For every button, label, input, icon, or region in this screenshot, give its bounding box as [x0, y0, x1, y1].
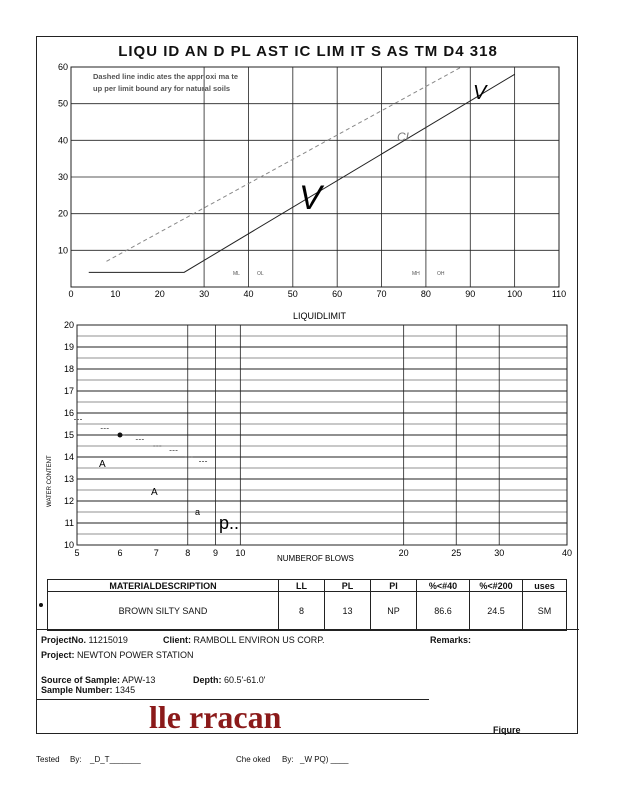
flow-y-tick: 13 [63, 474, 74, 484]
plasticity-x-tick: 70 [376, 289, 387, 299]
tested-by-value: _D_T_______ [90, 755, 141, 764]
flow-y-tick: 16 [63, 408, 74, 418]
zone-oh-label: OH [437, 271, 445, 277]
flow-y-tick: 14 [63, 452, 74, 462]
blow-mark-p: p.. [219, 513, 240, 533]
project-label: Project: [41, 650, 75, 660]
blow-mark-a1: A [99, 459, 106, 470]
lab-report-sheet [36, 36, 578, 734]
plasticity-x-tick: 90 [465, 289, 476, 299]
cl-zone-label: CL [397, 130, 413, 144]
material-header-row [48, 580, 567, 592]
large-v-mark: V [299, 179, 322, 217]
client-value: RAMBOLL ENVIRON US CORP. [193, 635, 325, 645]
cell-pass-200: 24.5 [470, 592, 523, 631]
col-ll: LL [279, 580, 325, 592]
flow-y-tick: 18 [63, 364, 74, 374]
col-material-description: MATERIALDESCRIPTION [48, 580, 279, 592]
plasticity-x-axis-label: LIQUIDLIMIT [293, 311, 347, 321]
zone-ml-label: ML [233, 271, 240, 277]
cell-description: BROWN SILTY SAND [48, 592, 279, 631]
flow-x-tick: 40 [561, 548, 573, 558]
source-line [41, 675, 155, 685]
plasticity-x-tick: 100 [507, 289, 523, 299]
project-number-value: 11215019 [88, 635, 128, 645]
cell-pass-40: 86.6 [417, 592, 470, 631]
zone-mh-label: MH [412, 271, 420, 277]
flow-marker-dot [117, 433, 122, 438]
plasticity-y-tick: 60 [57, 62, 68, 72]
plasticity-y-tick: 40 [57, 135, 68, 146]
plasticity-y-tick: 20 [57, 208, 68, 219]
plasticity-x-tick: 10 [110, 289, 121, 299]
col-pass-200: %<#200 [470, 580, 523, 592]
depth-label: Depth: [193, 675, 222, 685]
info-divider [37, 629, 579, 630]
flow-curve-grid [77, 325, 567, 545]
plasticity-x-tick: 20 [154, 289, 165, 299]
plasticity-x-tick: 30 [199, 289, 210, 299]
flow-x-tick: 20 [398, 548, 409, 558]
blow-mark-a2: A [151, 487, 158, 498]
dashed-line-note-1: Dashed line indic ates the appr oxi ma te [93, 72, 239, 81]
flow-y-tick: 19 [63, 342, 74, 352]
flow-x-tick: 10 [235, 548, 246, 558]
zone-ol-label: OL [257, 271, 264, 277]
client-label: Client: [163, 635, 191, 645]
flow-y-tick: 10 [63, 540, 74, 550]
blow-mark-a3: a [195, 507, 201, 517]
checked-by-label: By: [282, 755, 294, 764]
flow-y-tick: 15 [63, 430, 74, 440]
cell-ll: 8 [279, 592, 325, 631]
source-label: Source of Sample: [41, 675, 121, 685]
material-row [48, 592, 567, 631]
plasticity-x-tick: 40 [243, 289, 254, 299]
project-value: NEWTON POWER STATION [77, 650, 194, 660]
flow-y-tick: 12 [63, 496, 74, 506]
flow-x-tick: 30 [494, 548, 505, 558]
cell-pi: NP [371, 592, 417, 631]
depth-line [193, 675, 265, 685]
flow-x-tick: 6 [117, 548, 123, 558]
depth-value: 60.5'-61.0' [224, 675, 266, 685]
flow-x-tick: 5 [74, 548, 80, 558]
dashed-line-note-2: up per limit bound ary for natural soils [93, 84, 231, 93]
plasticity-x-tick: 80 [420, 289, 431, 299]
plasticity-y-tick: 50 [57, 98, 68, 109]
plasticity-y-tick: 30 [57, 172, 68, 182]
source-value: APW-13 [122, 675, 156, 685]
checked-label: Che oked [236, 755, 271, 764]
flow-curve-chart [37, 317, 579, 577]
flow-x-tick: 8 [185, 548, 191, 558]
water-content-axis-label: WATER CONTENT [47, 455, 53, 507]
blows-axis-label: NUMBEROF BLOWS [277, 554, 354, 563]
flow-x-tick: 25 [451, 548, 462, 558]
col-uses: uses [523, 580, 567, 592]
col-pi: PI [371, 580, 417, 592]
plasticity-chart-lines [89, 67, 515, 272]
checked-by-value: _W PQ) ____ [300, 755, 349, 764]
tested-label: Tested [36, 755, 60, 764]
project-number-label: ProjectNo. [41, 635, 87, 645]
remarks-label: Remarks: [430, 635, 472, 645]
tested-by-label: By: [70, 755, 82, 764]
project-line [41, 650, 194, 660]
flow-y-tick: 20 [63, 320, 74, 330]
plasticity-y-tick: 10 [57, 245, 68, 256]
plasticity-x-tick: 0 [68, 289, 74, 299]
plasticity-x-tick: 110 [551, 289, 567, 299]
sample-label: Sample Number: [41, 685, 113, 695]
flow-y-tick: 11 [64, 518, 74, 528]
row-bullet-icon [39, 603, 43, 607]
cell-uses: SM [523, 592, 567, 631]
client-line [163, 635, 325, 645]
flow-x-tick: 7 [153, 548, 159, 558]
plasticity-x-tick: 50 [287, 289, 298, 299]
project-number-line [41, 635, 128, 645]
figure-label: Fiqure [493, 725, 521, 735]
cell-pl: 13 [325, 592, 371, 631]
flow-y-tick: 17 [63, 386, 74, 396]
flow-x-tick: 9 [212, 548, 219, 558]
material-table [47, 579, 567, 631]
u-line [106, 67, 461, 261]
company-logo: lle rracan [149, 699, 282, 735]
sample-value: 1345 [115, 685, 136, 695]
small-v-mark: V [473, 82, 487, 104]
page-title: LIQU ID AN D PL AST IC LIM IT S AS TM D4 318 [118, 43, 498, 60]
col-pl: PL [325, 580, 371, 592]
plasticity-chart [37, 37, 579, 327]
col-pass-40: %<#40 [417, 580, 470, 592]
plasticity-x-tick: 60 [332, 289, 343, 299]
sample-line [41, 685, 135, 695]
